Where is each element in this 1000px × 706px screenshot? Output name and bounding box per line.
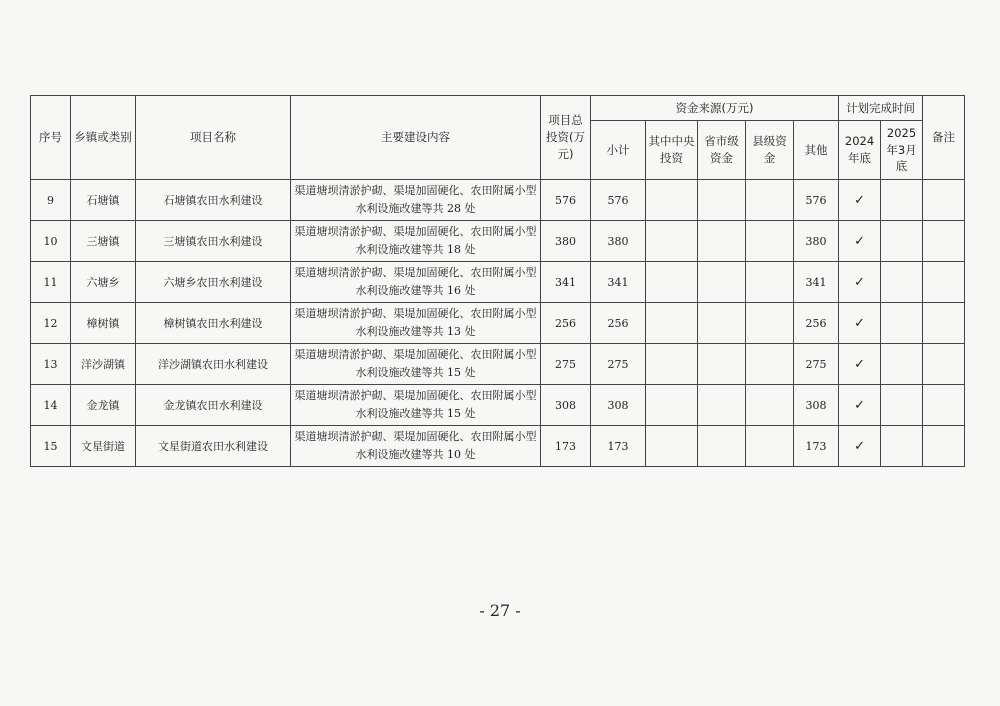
cell-provincial bbox=[698, 221, 746, 262]
table-row bbox=[31, 180, 965, 221]
cell-project-name: 石塘镇农田水利建设 bbox=[136, 180, 291, 221]
check-mark-icon: ✓ bbox=[839, 385, 881, 426]
cell-subtotal: 576 bbox=[591, 180, 646, 221]
cell-index: 13 bbox=[31, 344, 71, 385]
cell-total: 380 bbox=[541, 221, 591, 262]
header-content: 主要建设内容 bbox=[291, 96, 541, 180]
cell-town: 石塘镇 bbox=[71, 180, 136, 221]
cell-county bbox=[746, 221, 794, 262]
cell-subtotal: 173 bbox=[591, 426, 646, 467]
cell-provincial bbox=[698, 303, 746, 344]
cell-2025 bbox=[881, 180, 923, 221]
project-table bbox=[30, 95, 965, 467]
cell-other: 308 bbox=[794, 385, 839, 426]
cell-other: 380 bbox=[794, 221, 839, 262]
check-mark-icon: ✓ bbox=[839, 344, 881, 385]
cell-index: 10 bbox=[31, 221, 71, 262]
cell-remark bbox=[923, 385, 965, 426]
cell-county bbox=[746, 385, 794, 426]
check-mark-icon: ✓ bbox=[839, 303, 881, 344]
cell-content: 渠道塘坝清淤护砌、渠堤加固硬化、农田附属小型水利设施改建等共 15 处 bbox=[291, 344, 541, 385]
header-2025: 2025年3月底 bbox=[881, 121, 923, 180]
cell-provincial bbox=[698, 262, 746, 303]
cell-county bbox=[746, 344, 794, 385]
check-mark-icon: ✓ bbox=[839, 221, 881, 262]
table-row bbox=[31, 262, 965, 303]
cell-central bbox=[646, 426, 698, 467]
cell-other: 341 bbox=[794, 262, 839, 303]
cell-2025 bbox=[881, 221, 923, 262]
header-county: 县级资金 bbox=[746, 121, 794, 180]
cell-2025 bbox=[881, 385, 923, 426]
cell-county bbox=[746, 303, 794, 344]
cell-provincial bbox=[698, 180, 746, 221]
header-town: 乡镇或类别 bbox=[71, 96, 136, 180]
header-project-name: 项目名称 bbox=[136, 96, 291, 180]
cell-content: 渠道塘坝清淤护砌、渠堤加固硬化、农田附属小型水利设施改建等共 18 处 bbox=[291, 221, 541, 262]
cell-town: 三塘镇 bbox=[71, 221, 136, 262]
header-total-investment: 项目总投资(万元) bbox=[541, 96, 591, 180]
cell-central bbox=[646, 303, 698, 344]
header-index: 序号 bbox=[31, 96, 71, 180]
check-mark-icon: ✓ bbox=[839, 262, 881, 303]
cell-county bbox=[746, 180, 794, 221]
cell-total: 275 bbox=[541, 344, 591, 385]
cell-index: 14 bbox=[31, 385, 71, 426]
cell-subtotal: 256 bbox=[591, 303, 646, 344]
header-remarks: 备注 bbox=[923, 96, 965, 180]
header-other: 其他 bbox=[794, 121, 839, 180]
cell-project-name: 三塘镇农田水利建设 bbox=[136, 221, 291, 262]
cell-content: 渠道塘坝清淤护砌、渠堤加固硬化、农田附属小型水利设施改建等共 13 处 bbox=[291, 303, 541, 344]
check-mark-icon: ✓ bbox=[839, 180, 881, 221]
cell-project-name: 六塘乡农田水利建设 bbox=[136, 262, 291, 303]
cell-other: 173 bbox=[794, 426, 839, 467]
header-plan-time: 计划完成时间 bbox=[839, 96, 923, 121]
cell-total: 308 bbox=[541, 385, 591, 426]
cell-provincial bbox=[698, 344, 746, 385]
cell-total: 173 bbox=[541, 426, 591, 467]
cell-town: 樟树镇 bbox=[71, 303, 136, 344]
cell-index: 11 bbox=[31, 262, 71, 303]
cell-county bbox=[746, 262, 794, 303]
header-provincial: 省市级资金 bbox=[698, 121, 746, 180]
cell-remark bbox=[923, 344, 965, 385]
cell-total: 576 bbox=[541, 180, 591, 221]
cell-remark bbox=[923, 426, 965, 467]
cell-total: 341 bbox=[541, 262, 591, 303]
table-row bbox=[31, 344, 965, 385]
header-row-1 bbox=[31, 96, 965, 121]
cell-provincial bbox=[698, 426, 746, 467]
header-central: 其中中央投资 bbox=[646, 121, 698, 180]
table-row bbox=[31, 426, 965, 467]
cell-content: 渠道塘坝清淤护砌、渠堤加固硬化、农田附属小型水利设施改建等共 15 处 bbox=[291, 385, 541, 426]
page-number: - 27 - bbox=[479, 601, 521, 620]
cell-index: 9 bbox=[31, 180, 71, 221]
cell-town: 洋沙湖镇 bbox=[71, 344, 136, 385]
cell-2025 bbox=[881, 303, 923, 344]
header-2024: 2024年底 bbox=[839, 121, 881, 180]
cell-project-name: 樟树镇农田水利建设 bbox=[136, 303, 291, 344]
cell-remark bbox=[923, 303, 965, 344]
cell-central bbox=[646, 180, 698, 221]
cell-central bbox=[646, 385, 698, 426]
cell-subtotal: 341 bbox=[591, 262, 646, 303]
cell-town: 文星街道 bbox=[71, 426, 136, 467]
cell-other: 256 bbox=[794, 303, 839, 344]
cell-index: 12 bbox=[31, 303, 71, 344]
cell-project-name: 金龙镇农田水利建设 bbox=[136, 385, 291, 426]
cell-index: 15 bbox=[31, 426, 71, 467]
cell-remark bbox=[923, 180, 965, 221]
cell-2025 bbox=[881, 426, 923, 467]
cell-town: 金龙镇 bbox=[71, 385, 136, 426]
cell-total: 256 bbox=[541, 303, 591, 344]
cell-project-name: 文星街道农田水利建设 bbox=[136, 426, 291, 467]
check-mark-icon: ✓ bbox=[839, 426, 881, 467]
cell-remark bbox=[923, 221, 965, 262]
cell-2025 bbox=[881, 262, 923, 303]
table-row bbox=[31, 385, 965, 426]
cell-content: 渠道塘坝清淤护砌、渠堤加固硬化、农田附属小型水利设施改建等共 16 处 bbox=[291, 262, 541, 303]
cell-content: 渠道塘坝清淤护砌、渠堤加固硬化、农田附属小型水利设施改建等共 28 处 bbox=[291, 180, 541, 221]
header-funding-source: 资金来源(万元) bbox=[591, 96, 839, 121]
cell-town: 六塘乡 bbox=[71, 262, 136, 303]
cell-central bbox=[646, 344, 698, 385]
cell-subtotal: 275 bbox=[591, 344, 646, 385]
table-row bbox=[31, 221, 965, 262]
cell-project-name: 洋沙湖镇农田水利建设 bbox=[136, 344, 291, 385]
cell-subtotal: 380 bbox=[591, 221, 646, 262]
cell-county bbox=[746, 426, 794, 467]
table-row bbox=[31, 303, 965, 344]
cell-2025 bbox=[881, 344, 923, 385]
cell-other: 576 bbox=[794, 180, 839, 221]
cell-central bbox=[646, 262, 698, 303]
cell-central bbox=[646, 221, 698, 262]
cell-content: 渠道塘坝清淤护砌、渠堤加固硬化、农田附属小型水利设施改建等共 10 处 bbox=[291, 426, 541, 467]
cell-remark bbox=[923, 262, 965, 303]
cell-other: 275 bbox=[794, 344, 839, 385]
header-subtotal: 小计 bbox=[591, 121, 646, 180]
cell-subtotal: 308 bbox=[591, 385, 646, 426]
cell-provincial bbox=[698, 385, 746, 426]
